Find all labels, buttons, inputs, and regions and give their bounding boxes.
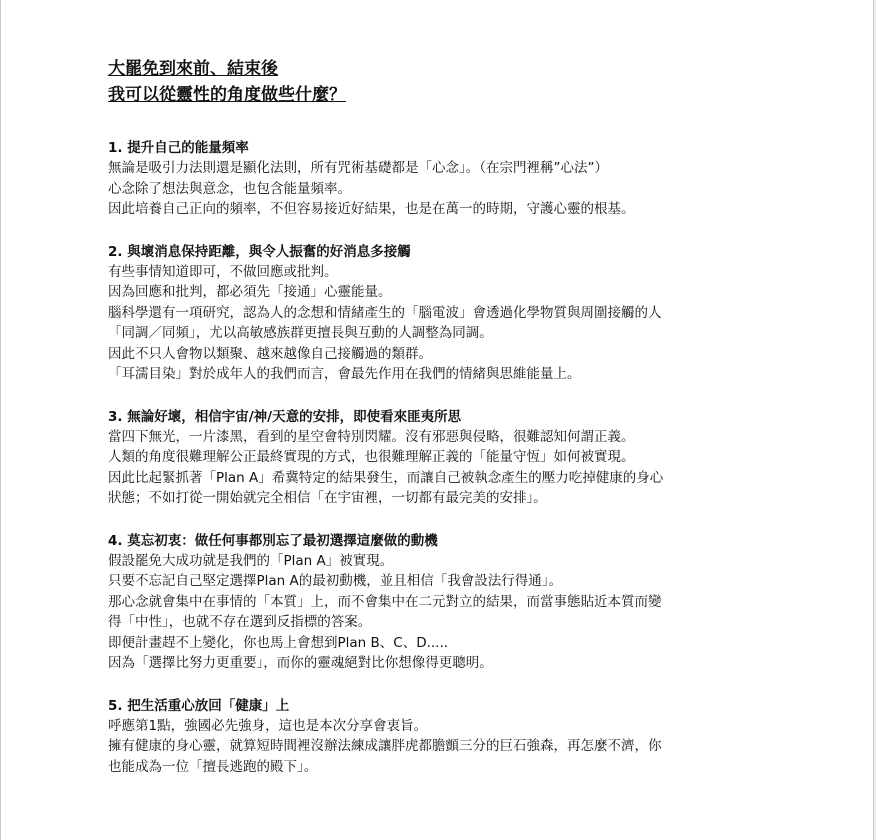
- section-paragraph-line: 因為「選擇比努力更重要」，而你的靈魂絕對比你想像得更聰明。: [108, 655, 493, 671]
- section-paragraph-line: 因此培養自己正向的頻率，不但容易接近好結果，也是在萬一的時期，守護心靈的根基。: [108, 201, 635, 217]
- section-paragraph-line: 那心念就會集中在事情的「本質」上，而不會集中在二元對立的結果，而當事態貼近本質而變: [108, 593, 662, 610]
- section-paragraph-line: 呼應第1點，強國必先強身，這也是本次分享會衷旨。: [108, 717, 428, 734]
- section-paragraph-line: 腦科學還有一項研究，認為人的念想和情緒產生的「腦電波」會透過化學物質與周圍接觸的人: [108, 304, 662, 321]
- section-paragraph-line: 人類的角度很難理解公正最終實現的方式，也很難理解正義的「能量守恆」如何被實現。: [108, 449, 635, 465]
- section-paragraph-line: 得「中性」，也就不存在選到反指標的答案。: [108, 614, 372, 630]
- section-paragraph-line: 無論是吸引力法則還是顯化法則，所有咒術基礎都是「心念」。（在宗門裡稱”心法”）: [108, 160, 608, 176]
- section-paragraph-line: 因此不只人會物以類聚、越來越像自己接觸過的類群。: [108, 345, 432, 362]
- section-paragraph-line: 因此比起緊抓著「Plan A」希冀特定的結果發生，而讓自己被執念產生的壓力吃掉健康的身心: [108, 469, 664, 486]
- section-2: [108, 242, 798, 385]
- section-4: [108, 531, 798, 674]
- section-paragraph-line: 也能成為一位「擅長逃跑的殿下」。: [108, 758, 318, 775]
- section-paragraph-line: 「耳濡目染」對於成年人的我們而言，會最先作用在我們的情緒與思維能量上。: [108, 366, 581, 382]
- section-paragraph-line: 只要不忘記自己堅定選擇Plan A的最初動機，並且相信「我會設法行得通」。: [108, 573, 562, 589]
- section-paragraph-line: 「同調／同頻」，尤以高敏感族群更擅長與互動的人調整為同調。: [108, 325, 493, 341]
- document-title-line-1: 大罷免到來前、結束後: [108, 59, 278, 79]
- section-paragraph-line: 擁有健康的身心靈，就算短時間裡沒辦法練成讓胖虎都膽顫三分的巨石強森，再怎麼不濟，你: [108, 738, 662, 754]
- section-paragraph-line: 因為回應和批判，都必須先「接通」心靈能量。: [108, 284, 392, 300]
- section-3: [108, 407, 798, 509]
- section-paragraph-line: 假設罷免大成功就是我們的「Plan A」被實現。: [108, 552, 394, 569]
- section-heading: 1. 提升自己的能量頻率: [108, 140, 249, 156]
- section-paragraph-line: 即便計畫趕不上變化，你也馬上會想到Plan B、C、D.....: [108, 634, 449, 651]
- document-title-line-2: 我可以從靈性的角度做些什麼？: [108, 85, 346, 105]
- section-heading: 2. 與壞消息保持距離，與令人振奮的好消息多接觸: [108, 243, 411, 260]
- document-content: [108, 56, 798, 777]
- section-paragraph-line: 當四下無光，一片漆黑，看到的星空會特別閃耀。沒有邪惡與侵略，很難認知何謂正義。: [108, 428, 635, 445]
- section-5: [108, 696, 798, 778]
- section-heading: 5. 把生活重心放回「健康」上: [108, 697, 290, 714]
- section-1: [108, 138, 798, 220]
- sections-container: [108, 138, 798, 777]
- section-paragraph-line: 心念除了想法與意念，也包含能量頻率。: [108, 180, 351, 197]
- section-paragraph-line: 狀態；不如打從一開始就完全相信「在宇宙裡，一切都有最完美的安排」。: [108, 490, 547, 506]
- section-heading: 3. 無論好壞，相信宇宙/神/天意的安排，即使看來匪夷所思: [108, 408, 462, 425]
- section-paragraph-line: 有些事情知道即可，不做回應或批判。: [108, 263, 338, 280]
- section-heading: 4. 莫忘初衷：做任何事都別忘了最初選擇這麼做的動機: [108, 532, 438, 549]
